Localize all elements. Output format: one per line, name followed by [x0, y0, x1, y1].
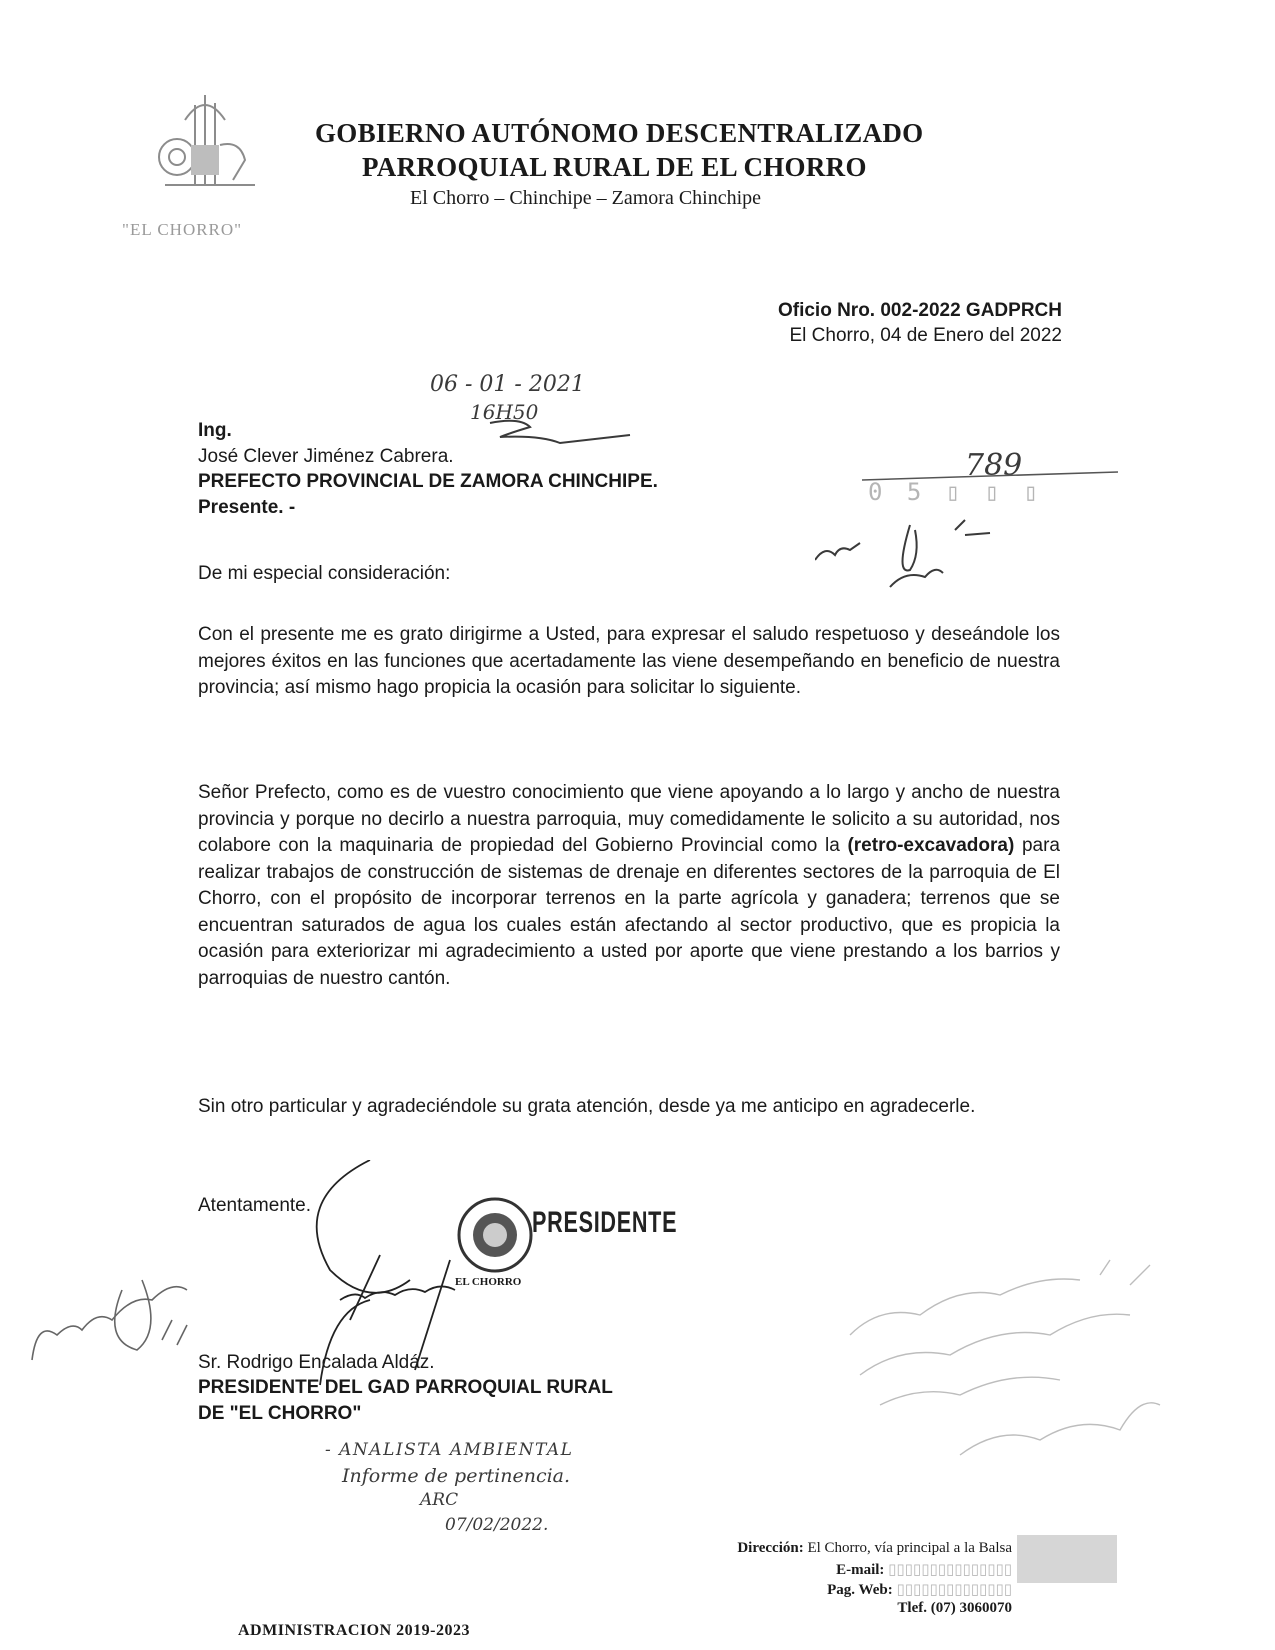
addressee-presente: Presente. - [198, 497, 296, 518]
paragraph2-text-end: para realizar trabajos de construcción de sistemas de drenaje en diferentes sectores de la parroquia de El Chorro, con el propósito de incorporar terrenos en la parte agrícola y ganadera; terrenos que se encuentran saturados de agua los cuales están afectando al sector productivo, que es propicia la ocasión para exteriorizar mi agradecimiento a usted por aporte que viene prestando a los barrios y parroquias de nuestro cantón. [198, 835, 1060, 989]
handwritten-initials-mark [470, 415, 640, 450]
institution-title-line1: GOBIERNO AUTÓNOMO DESCENTRALIZADO [315, 118, 924, 148]
handwritten-received-time: 16H50 [470, 400, 539, 424]
handwritten-note-line4: 07/02/2022. [445, 1515, 549, 1535]
footer-web-label: Pag. Web: [827, 1582, 893, 1598]
handwritten-initials-scribble [815, 515, 1035, 595]
footer-web-redacted: ▯▯▯▯▯▯▯▯▯▯▯▯▯▯ [896, 1582, 1012, 1598]
body-paragraph-1: Con el presente me es grato dirigirme a Usted, para expresar el saludo respetuoso y deseándole los mejores éxitos en las funciones que acertadamente las viene desempeñando en beneficio de nuestra provincia; así mismo hago propicia la ocasión para solicitar lo siguiente. [198, 624, 1060, 698]
footer-administration-period: ADMINISTRACION 2019-2023 [238, 1622, 471, 1639]
handwritten-document-number: 789 [965, 448, 1023, 483]
institution-title-line2: PARROQUIAL RURAL DE EL CHORRO [362, 152, 867, 182]
handwritten-underline [860, 470, 1120, 482]
seal-caption: EL CHORRO [455, 1276, 522, 1288]
letter-closing: Atentamente. [198, 1195, 312, 1216]
footer-phone-text: Tlef. (07) 3060070 [897, 1600, 1012, 1616]
document-reference-number: Oficio Nro. 002-2022 GADPRCH [777, 300, 1062, 321]
addressee-position: PREFECTO PROVINCIAL DE ZAMORA CHINCHIPE. [198, 471, 658, 492]
footer-address-value: El Chorro, vía principal a la Balsa [807, 1540, 1012, 1556]
handwritten-received-note-left [22, 1250, 202, 1370]
footer-address [737, 1540, 1012, 1557]
footer-phone [897, 1600, 1012, 1617]
addressee-name: José Clever Jiménez Cabrera. [198, 446, 454, 467]
institution-location: El Chorro – Chinchipe – Zamora Chinchipe [410, 187, 762, 209]
signatory-role-line2: DE "EL CHORRO" [198, 1403, 362, 1424]
footer-email [836, 1560, 1012, 1579]
handwritten-note-line2: Informe de pertinencia. [342, 1465, 571, 1487]
faded-received-stamp: 0 5 ▯ ▯ ▯ [868, 478, 1044, 506]
paragraph2-machinery-emphasis: (retro-excavadora) [847, 835, 1015, 856]
body-paragraph-2 [198, 780, 1060, 992]
addressee-title: Ing. [198, 420, 232, 441]
seal-president-word: PRESIDENTE [532, 1206, 678, 1239]
document-date: El Chorro, 04 de Enero del 2022 [789, 325, 1062, 346]
paragraph2-text-start: Señor Prefecto, como es de vuestro conocimiento que viene apoyando a lo largo y ancho de nuestra provincia y porque no decirlo a nuestra parroquia, muy comedidamente le solicito a su autoridad, nos colabore con la maquinaria de propiedad del Gobierno Provincial como la [198, 782, 1060, 856]
handwritten-faded-note-right [840, 1255, 1180, 1485]
signatory-role-line1: PRESIDENTE DEL GAD PARROQUIAL RURAL [198, 1377, 613, 1398]
body-paragraph-3: Sin otro particular y agradeciéndole su grata atención, desde ya me anticipo en agradecerle. [198, 1096, 976, 1117]
footer-email-redacted: ▯▯▯▯▯▯▯▯▯▯▯▯▯▯▯ [888, 1562, 1012, 1578]
handwritten-note-line1: - ANALISTA AMBIENTAL [325, 1440, 574, 1460]
signatory-name: Sr. Rodrigo Encalada Aldáz. [198, 1352, 435, 1373]
logo-caption: "EL CHORRO" [122, 220, 243, 239]
footer-email-label: E-mail: [836, 1562, 885, 1578]
footer-web [827, 1580, 1012, 1599]
parish-emblem-icon [145, 85, 265, 205]
handwritten-note-line3: ARC [420, 1490, 459, 1510]
letter-greeting: De mi especial consideración: [198, 563, 451, 584]
handwritten-received-date: 06 - 01 - 2021 [430, 372, 585, 397]
redacted-block [1017, 1535, 1117, 1583]
footer-address-label: Dirección: [737, 1540, 804, 1556]
